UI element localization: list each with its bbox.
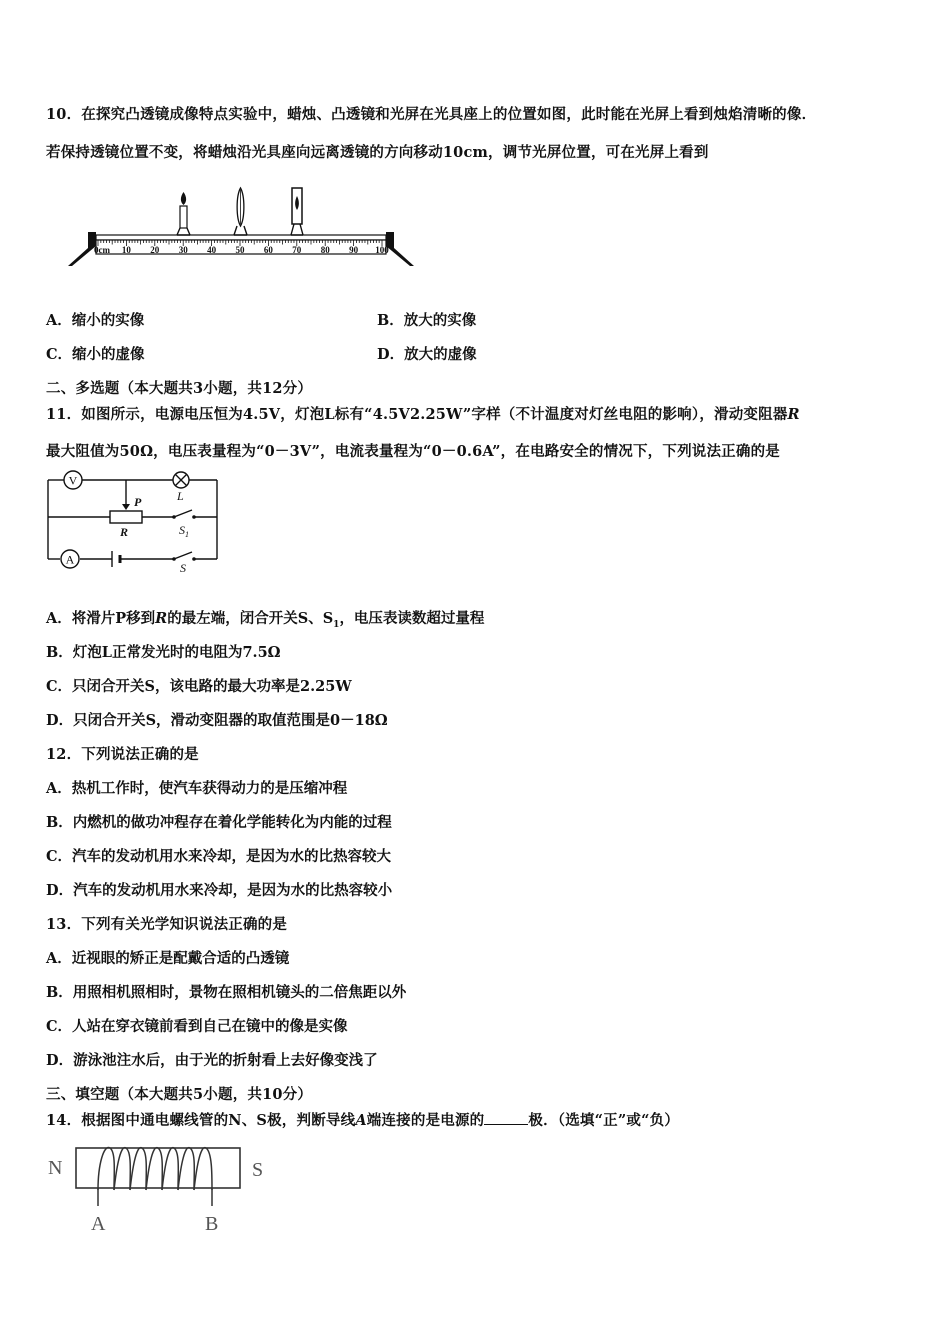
scale-label: 10 (121, 245, 131, 255)
optical-bench-figure (66, 186, 416, 270)
section3-title: 三、填空题（本大题共5小题，共10分） (46, 1086, 313, 1103)
voltmeter-icon (64, 471, 82, 489)
south-pole-label: S (252, 1159, 264, 1181)
q11-stem-line2: 最大阻值为50Ω，电压表量程为“0－3V”，电流表量程为“0－0.6A”，在电路安全的情况下，下列说法正确的是 (46, 443, 780, 460)
q10-option-a[interactable]: A．缩小的实像 (46, 312, 145, 329)
scale-label: 90 (349, 245, 359, 255)
scale-label: 30 (178, 245, 188, 255)
section2-title: 二、多选题（本大题共3小题，共12分） (46, 380, 313, 397)
q10-stem-line1: 10．在探究凸透镜成像特点实验中，蜡烛、凸透镜和光屏在光具座上的位置如图，此时能在光屏上看到烛焰清晰的像． (46, 106, 817, 123)
scale-label: 80 (320, 245, 330, 255)
scale-label: 50 (235, 245, 245, 255)
q10-option-b[interactable]: B．放大的实像 (377, 312, 477, 329)
q14-answer-blank[interactable] (484, 1112, 528, 1125)
switch1-label: $S_1$ (179, 523, 189, 539)
q10-option-c[interactable]: C．缩小的虚像 (46, 346, 145, 363)
ammeter-icon (61, 550, 79, 568)
wire-a-label: A (91, 1213, 106, 1235)
bench-left-stand (68, 232, 96, 266)
lamp-label: L (177, 489, 184, 503)
ammeter-label: A (65, 552, 75, 567)
q12-stem: 12．下列说法正确的是 (46, 746, 199, 763)
switch-label: S (180, 561, 186, 574)
solenoid-core (76, 1148, 240, 1188)
scale-label: 100 (375, 245, 389, 255)
slider-label: P (134, 495, 142, 509)
scale-label: 40 (207, 245, 217, 255)
slider-arrow-icon (122, 504, 130, 510)
q13-stem: 13．下列有关光学知识说法正确的是 (46, 916, 288, 933)
lamp-icon (173, 472, 189, 488)
q14-stem: 14．根据图中通电螺线管的N、S极，判断导线A端连接的是电源的 极．（选填“正”或“负） (46, 1112, 680, 1129)
q10-stem-line2: 若保持透镜位置不变，将蜡烛沿光具座向远离透镜的方向移动10cm，调节光屏位置，可在光屏上看到 (46, 144, 709, 161)
q11-option-d[interactable]: D．只闭合开关S，滑动变阻器的取值范围是0－18Ω (46, 712, 388, 729)
q11-option-c[interactable]: C．只闭合开关S，该电路的最大功率是2.25W (46, 678, 352, 695)
scale-label: 60 (263, 245, 273, 255)
q11-option-a[interactable]: A．将滑片P移到R的最左端，闭合开关S、$S_1$，电压表读数超过量程 (46, 610, 485, 630)
bench-right-stand (386, 232, 414, 266)
q12-option-c[interactable]: C．汽车的发动机用水来冷却，是因为水的比热容较大 (46, 848, 392, 865)
q11-option-b[interactable]: B．灯泡L正常发光时的电阻为7.5Ω (46, 644, 281, 661)
q13-option-d[interactable]: D．游泳池注水后，由于光的折射看上去好像变浅了 (46, 1052, 378, 1069)
q11-stem-line1: 11．如图所示，电源电压恒为4.5V，灯泡L标有“4.5V2.25W”字样（不计温度对灯丝电阻的影响），滑动变阻器R (46, 406, 800, 423)
resistor-label: R (120, 525, 129, 539)
q12-option-d[interactable]: D．汽车的发动机用水来冷却，是因为水的比热容较小 (46, 882, 393, 899)
q13-option-c[interactable]: C．人站在穿衣镜前看到自己在镜中的像是实像 (46, 1018, 348, 1035)
q12-option-a[interactable]: A．热机工作时，使汽车获得动力的是压缩冲程 (46, 780, 348, 797)
q12-option-b[interactable]: B．内燃机的做功冲程存在着化学能转化为内能的过程 (46, 814, 392, 831)
q13-option-b[interactable]: B．用照相机照相时，景物在照相机镜头的二倍焦距以外 (46, 984, 407, 1001)
circuit-diagram (44, 466, 224, 574)
voltmeter-label: V (68, 473, 78, 488)
wire-b-label: B (205, 1213, 219, 1235)
scale-label: 0cm (94, 245, 110, 255)
candle (177, 192, 190, 235)
light-screen (291, 188, 303, 235)
q13-option-a[interactable]: A．近视眼的矫正是配戴合适的凸透镜 (46, 950, 290, 967)
resistor-icon (110, 511, 142, 523)
solenoid-figure (44, 1144, 284, 1236)
convex-lens (234, 188, 247, 235)
north-pole-label: N (48, 1157, 63, 1179)
scale-label: 20 (150, 245, 160, 255)
q10-option-d[interactable]: D．放大的虚像 (377, 346, 477, 363)
scale-label: 70 (292, 245, 302, 255)
bench-rail-top (96, 235, 386, 240)
